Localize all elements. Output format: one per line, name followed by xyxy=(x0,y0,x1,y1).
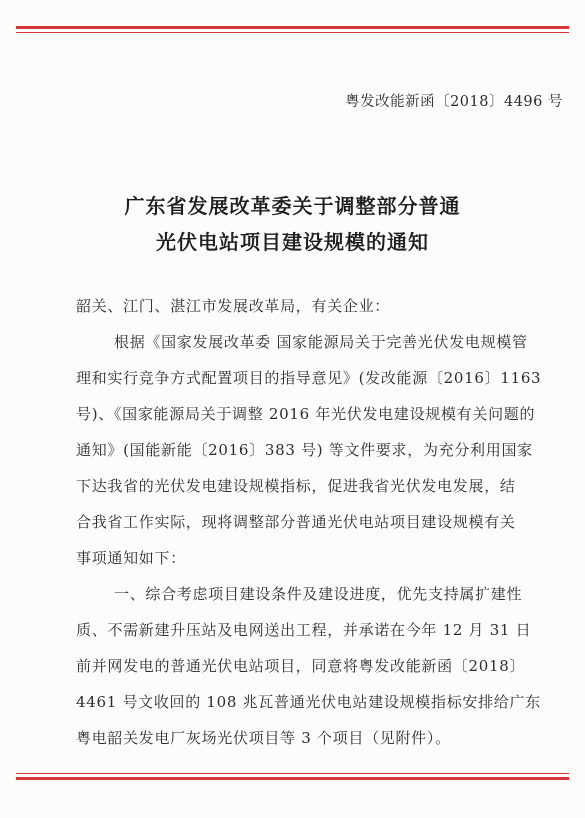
paragraph-1-line: 事项通知如下： xyxy=(76,549,186,567)
document-title-line-1: 广东省发展改革委关于调整部分普通 xyxy=(124,194,461,218)
paragraph-1-line: 根据《国家发展改革委 国家能源局关于完善光伏发电规模管 xyxy=(114,333,528,351)
top-red-rule xyxy=(16,26,569,33)
paragraph-1-line: 通知》(国能新能〔2016〕383 号) 等文件要求，为充分利用国家 xyxy=(76,441,533,459)
paragraph-1-line: 号)、《国家能源局关于调整 2016 年光伏发电建设规模有关问题的 xyxy=(76,405,536,423)
paragraph-1-line: 理和实行竞争方式配置项目的指导意见》(发改能源〔2016〕1163 xyxy=(76,369,542,387)
paragraph-2-line: 4461 号文收回的 108 兆瓦普通光伏电站建设规模指标安排给广东 xyxy=(76,693,541,711)
document-title-line-2: 光伏电站项目建设规模的通知 xyxy=(156,230,429,254)
paragraph-2-line: 前并网发电的普通光伏电站项目，同意将粤发改能新函〔2018〕 xyxy=(76,657,526,675)
paragraph-1-line: 合我省工作实际，现将调整部分普通光伏电站项目建设规模有关 xyxy=(76,513,516,531)
paragraph-2-line: 粤电韶关发电厂灰场光伏项目等 3 个项目（见附件）。 xyxy=(76,729,451,747)
bottom-red-rule xyxy=(16,773,569,780)
document-number: 粤发改能新函〔2018〕4496 号 xyxy=(345,94,563,110)
paragraph-2-line: 质、不需新建升压站及电网送出工程，并承诺在今年 12 月 31 日 xyxy=(76,621,532,639)
paragraph-1-line: 下达我省的光伏发电建设规模指标，促进我省光伏发电发展，结 xyxy=(76,477,516,495)
salutation: 韶关、江门、湛江市发展改革局，有关企业： xyxy=(76,297,391,315)
paragraph-2-line: 一、综合考虑项目建设条件及建设进度，优先支持属扩建性 xyxy=(114,585,523,603)
